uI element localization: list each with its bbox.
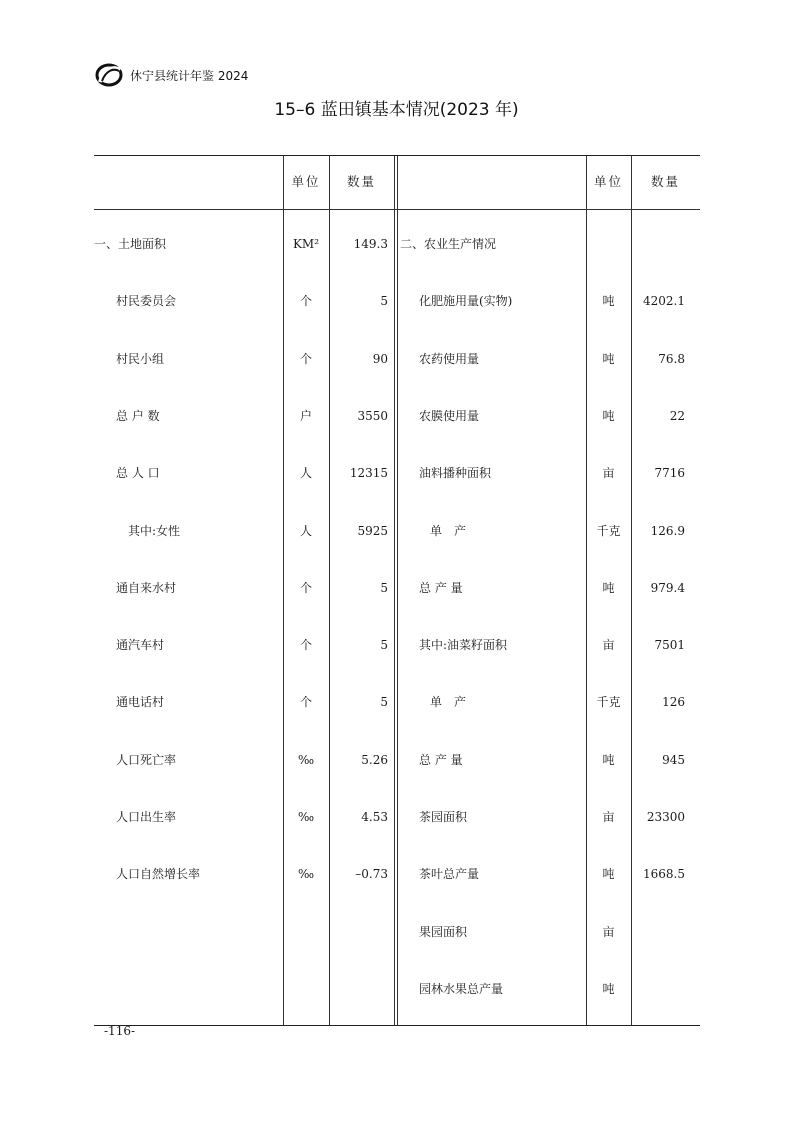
right-row-unit: 吨 bbox=[602, 294, 615, 309]
right-row-item: 二、农业生产情况 bbox=[400, 237, 497, 251]
left-row-unit: 个 bbox=[299, 351, 312, 366]
left-row-item: 通电话村 bbox=[116, 695, 165, 710]
right-row-item: 总 产 量 bbox=[419, 752, 463, 767]
right-row-item: 园林水果总产量 bbox=[419, 981, 504, 996]
column-divider bbox=[397, 156, 398, 1025]
left-row-unit: ‰ bbox=[297, 752, 315, 767]
page-number: -116- bbox=[104, 1024, 136, 1038]
left-row-item: 人口死亡率 bbox=[116, 752, 177, 767]
right-row-unit: 吨 bbox=[602, 981, 615, 996]
left-row-item: 通汽车村 bbox=[116, 638, 165, 653]
right-row-unit: 亩 bbox=[602, 810, 615, 824]
right-row-qty: 22 bbox=[669, 408, 685, 423]
left-row-qty: 5 bbox=[380, 695, 388, 710]
left-row-unit: 个 bbox=[299, 580, 312, 595]
right-row-item: 总 产 量 bbox=[419, 580, 463, 595]
right-row-item: 油料播种面积 bbox=[419, 466, 492, 481]
left-row-item: 人口出生率 bbox=[116, 810, 177, 824]
left-row-item: 一、土地面积 bbox=[94, 237, 167, 251]
left-row-unit: 户 bbox=[299, 408, 312, 423]
left-row-qty: 12315 bbox=[349, 466, 388, 481]
right-row-unit: 亩 bbox=[602, 924, 615, 939]
right-row-item: 农药使用量 bbox=[419, 351, 480, 366]
header-left-unit: 单位 bbox=[291, 174, 321, 189]
left-row-qty: 5 bbox=[380, 638, 388, 653]
right-row-unit: 千克 bbox=[596, 695, 621, 710]
left-row-item: 村民小组 bbox=[116, 351, 165, 366]
right-row-item: 单 产 bbox=[430, 523, 467, 538]
right-row-unit: 吨 bbox=[602, 580, 615, 595]
left-row-qty: 149.3 bbox=[353, 237, 388, 251]
left-row-qty: 3550 bbox=[357, 408, 388, 423]
left-row-unit: 个 bbox=[299, 638, 312, 653]
left-row-item: 总 户 数 bbox=[116, 408, 160, 423]
left-row-qty: –0.73 bbox=[355, 867, 388, 882]
left-row-qty: 5.26 bbox=[361, 752, 388, 767]
right-row-unit: 吨 bbox=[602, 351, 615, 366]
right-row-item: 茶叶总产量 bbox=[419, 867, 480, 882]
right-row-item: 茶园面积 bbox=[419, 810, 468, 824]
right-row-unit: 吨 bbox=[602, 408, 615, 423]
left-row-qty: 5 bbox=[380, 580, 388, 595]
right-row-qty: 4202.1 bbox=[643, 294, 685, 309]
right-row-qty: 7716 bbox=[654, 466, 685, 481]
right-row-item: 农膜使用量 bbox=[419, 408, 480, 423]
left-row-unit: KM² bbox=[292, 237, 320, 251]
right-row-qty: 1668.5 bbox=[643, 867, 685, 882]
left-row-unit: 个 bbox=[299, 294, 312, 309]
left-row-unit: 人 bbox=[299, 523, 312, 538]
right-row-qty: 126 bbox=[662, 695, 685, 710]
right-row-unit: 吨 bbox=[602, 867, 615, 882]
left-row-qty: 4.53 bbox=[361, 810, 388, 824]
right-row-unit: 亩 bbox=[602, 638, 615, 653]
left-row-qty: 5 bbox=[380, 294, 388, 309]
header-right-qty: 数量 bbox=[650, 174, 680, 189]
right-row-qty: 7501 bbox=[654, 638, 685, 653]
right-row-qty: 945 bbox=[662, 752, 685, 767]
left-row-qty: 90 bbox=[372, 351, 388, 366]
right-row-item: 其中:油菜籽面积 bbox=[419, 638, 508, 653]
right-row-unit: 吨 bbox=[602, 752, 615, 767]
right-row-unit: 亩 bbox=[602, 466, 615, 481]
left-row-item: 其中:女性 bbox=[128, 523, 181, 538]
right-row-item: 化肥施用量(实物) bbox=[419, 294, 513, 309]
header-rule bbox=[94, 209, 700, 210]
left-row-qty: 5925 bbox=[357, 523, 388, 538]
left-row-item: 通自来水村 bbox=[116, 580, 177, 595]
header-left-qty: 数量 bbox=[346, 174, 376, 189]
right-row-item: 单 产 bbox=[430, 695, 467, 710]
right-row-qty: 126.9 bbox=[650, 523, 685, 538]
column-divider bbox=[394, 156, 395, 1025]
left-row-unit: 人 bbox=[299, 466, 312, 481]
yearbook-title: 休宁县统计年鉴 2024 bbox=[130, 68, 249, 83]
left-row-item: 总 人 口 bbox=[116, 466, 160, 481]
right-row-qty: 76.8 bbox=[658, 351, 685, 366]
page-title: 15–6 蓝田镇基本情况(2023 年) bbox=[274, 100, 519, 120]
left-row-item: 村民委员会 bbox=[116, 294, 177, 309]
page-header bbox=[94, 62, 248, 88]
left-row-unit: 个 bbox=[299, 695, 312, 710]
right-row-qty: 23300 bbox=[646, 810, 685, 824]
right-row-qty: 979.4 bbox=[650, 580, 685, 595]
left-row-unit: ‰ bbox=[297, 810, 315, 824]
yearbook-logo-icon bbox=[94, 62, 124, 88]
header-right-unit: 单位 bbox=[593, 174, 623, 189]
left-row-item: 人口自然增长率 bbox=[116, 867, 201, 882]
right-row-item: 果园面积 bbox=[419, 924, 468, 939]
statistics-table bbox=[94, 155, 700, 1026]
right-row-unit: 千克 bbox=[596, 523, 621, 538]
left-row-unit: ‰ bbox=[297, 867, 315, 882]
